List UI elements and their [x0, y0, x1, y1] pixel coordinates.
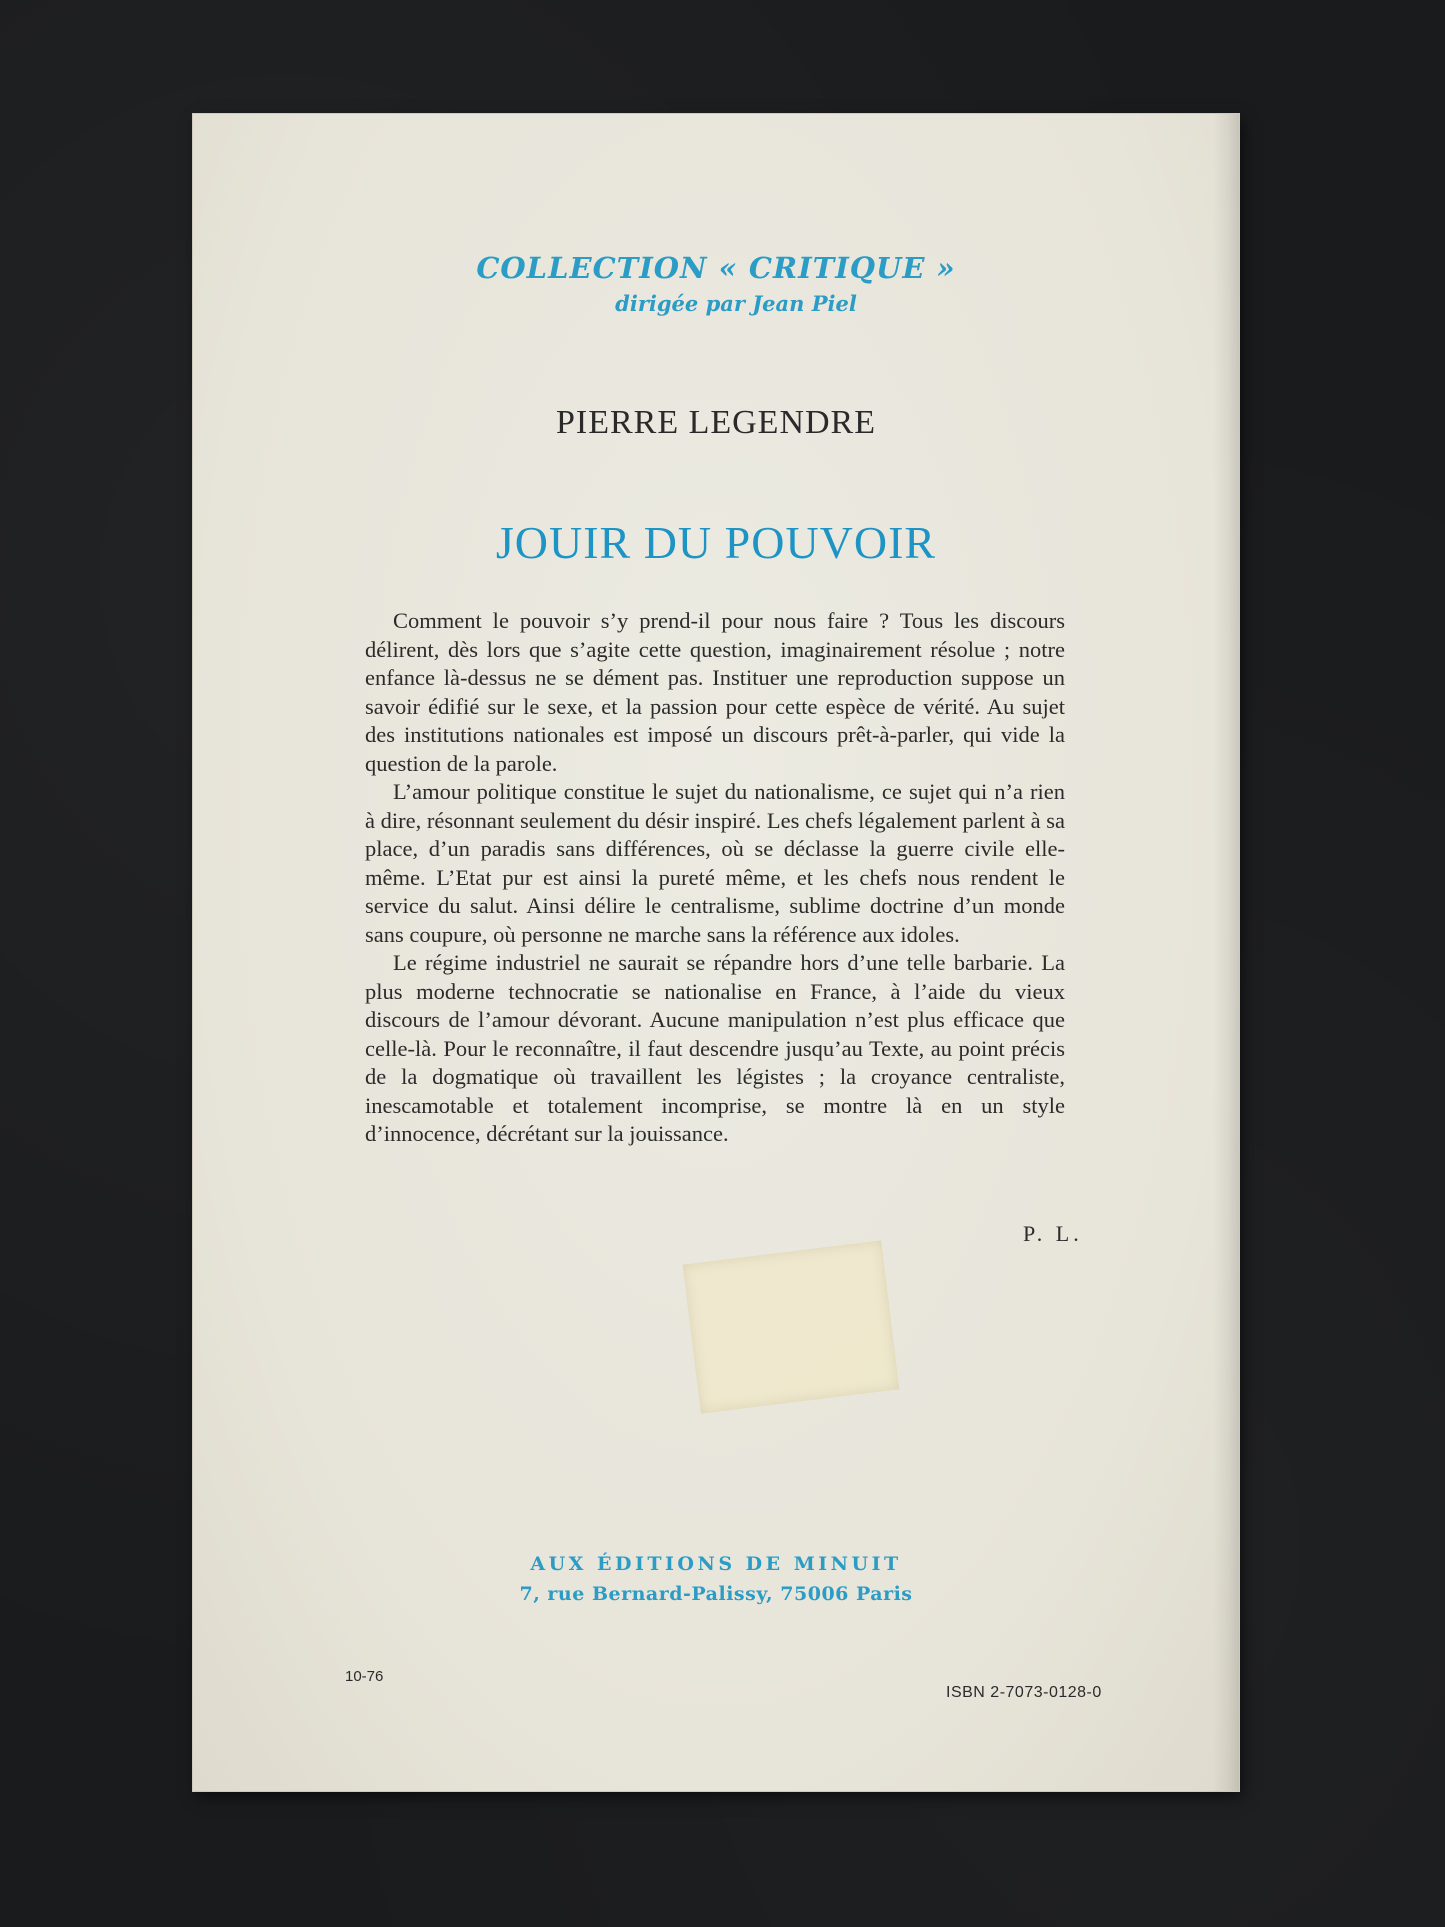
- isbn: ISBN 2-7073-0128-0: [946, 1684, 1102, 1701]
- author-name: PIERRE LEGENDRE: [555, 404, 877, 441]
- blurb: [365, 607, 1065, 1149]
- blurb-paragraph: Le régime industriel ne saurait se répandre hors d’une telle barbarie. La plus moderne technocratie se nationalise en France, à l’aide du vieux discours de l’amour dévorant. Aucune manipulation n’est plus efficace que celle-là. Pour le reconnaître, il faut descendre jusqu’au Texte, au point précis de la dogmatique où travaillent les légistes ; la croyance centraliste, inescamotable et totalement incomprise, se montre là en un style d’innocence, décrétant sur la jouissance.: [365, 950, 1065, 1146]
- print-code: 10-76: [345, 1668, 384, 1685]
- spine-edge: [1213, 114, 1239, 1791]
- blurb-signature: P. L.: [1023, 1221, 1083, 1246]
- publisher-address: 7, rue Bernard-Palissy, 75006 Paris: [519, 1583, 913, 1605]
- collection-title: COLLECTION « CRITIQUE »: [476, 251, 956, 285]
- blurb-paragraph: L’amour politique constitue le sujet du nationalisme, ce sujet qui n’a rien à dire, résonnant seulement du désir inspiré. Les chefs légalement parlent à sa place, d’un paradis sans différences, où se déclasse la guerre civile elle-même. L’Etat pur est ainsi la pureté même, et les chefs nous rendent le service du salut. Ainsi délire le centralisme, sublime doctrine d’un monde sans coupure, où personne ne marche sans la référence aux idoles.: [365, 779, 1065, 947]
- book-back-cover: [193, 114, 1239, 1791]
- publisher-name: AUX ÉDITIONS DE MINUIT: [530, 1553, 902, 1575]
- blurb-paragraph: Comment le pouvoir s’y prend-il pour nous faire ? Tous les discours délirent, dès lors que s’agite cette question, imaginairement résolue ; notre enfance là-dessus ne se dément pas. Instituer une reproduction suppose un savoir édifié sur le sexe, et la passion pour cette espèce de vérité. Au sujet des institutions nationales est imposé un discours prêt-à-parler, qui vide la question de la parole.: [365, 608, 1065, 776]
- tape-residue: [683, 1240, 900, 1413]
- collection-editor: dirigée par Jean Piel: [615, 291, 857, 316]
- book-title: JOUIR DU POUVOIR: [495, 517, 937, 568]
